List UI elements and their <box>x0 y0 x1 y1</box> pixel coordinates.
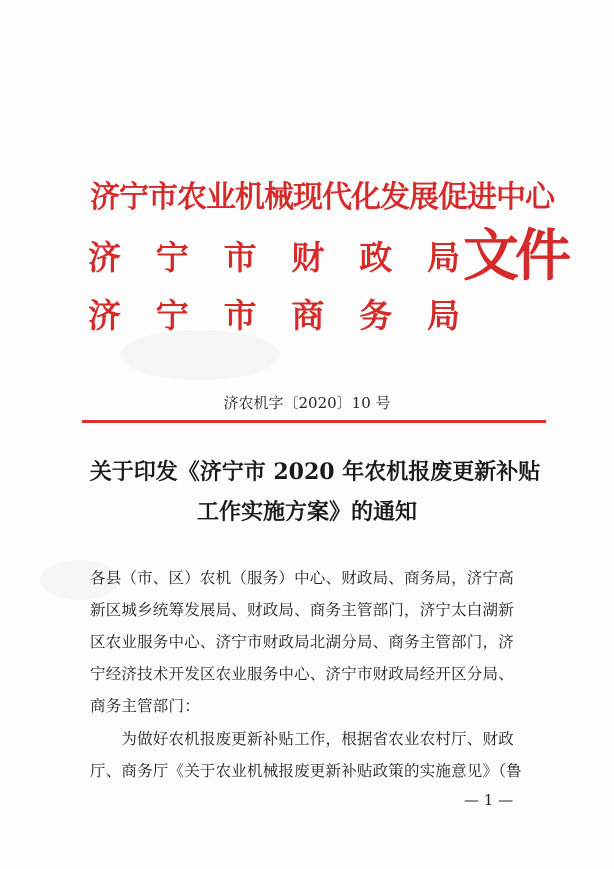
body-line: 各县（市、区）农机（服务）中心、财政局、商务局，济宁高 <box>90 569 514 587</box>
document-number: 济农机字〔2020〕10 号 <box>223 394 391 412</box>
page-number: — 1 — <box>464 791 514 809</box>
issuer-char: 济 <box>88 296 121 335</box>
issuer-line-2 <box>88 232 460 279</box>
issuer-char: 市 <box>223 296 257 335</box>
body-line: 商务主管部门： <box>90 697 200 715</box>
body-line: 区农业服务中心、济宁市财政局北湖分局、商务主管部门，济 <box>90 633 514 651</box>
issuer-char: 济 <box>88 238 121 277</box>
body-line: 厅、商务厅《关于农业机械报废更新补贴政策的实施意见》（鲁 <box>90 762 522 780</box>
body-line: 宁经济技术开发区农业服务中心、济宁市财政局经开区分局、 <box>90 665 514 683</box>
red-separator-rule <box>82 420 546 423</box>
issuer-line-1: 济宁市农业机械现代化发展促进中心 <box>90 180 554 215</box>
issuer-char: 宁 <box>155 238 189 277</box>
document-title-line-2: 工作实施方案》的通知 <box>196 499 417 525</box>
issuer-char: 务 <box>359 296 393 335</box>
issuer-char: 局 <box>426 296 460 335</box>
issuer-char: 政 <box>359 238 393 277</box>
body-line: 为做好农机报废更新补贴工作，根据省农业农村厅、财政 <box>90 730 514 748</box>
issuer-line-3 <box>88 290 460 337</box>
issuer-char: 商 <box>291 296 325 335</box>
issuer-char: 局 <box>426 238 460 277</box>
issuer-char: 市 <box>223 238 257 277</box>
issuer-char: 宁 <box>155 296 189 335</box>
document-type-label: 文件 <box>463 223 567 289</box>
scan-smudge <box>120 330 280 380</box>
issuer-char: 财 <box>291 238 325 277</box>
body-line: 新区城乡统筹发展局、财政局、商务主管部门，济宁太白湖新 <box>90 601 514 619</box>
document-title-line-1: 关于印发《济宁市 2020 年农机报废更新补贴 <box>89 459 541 485</box>
